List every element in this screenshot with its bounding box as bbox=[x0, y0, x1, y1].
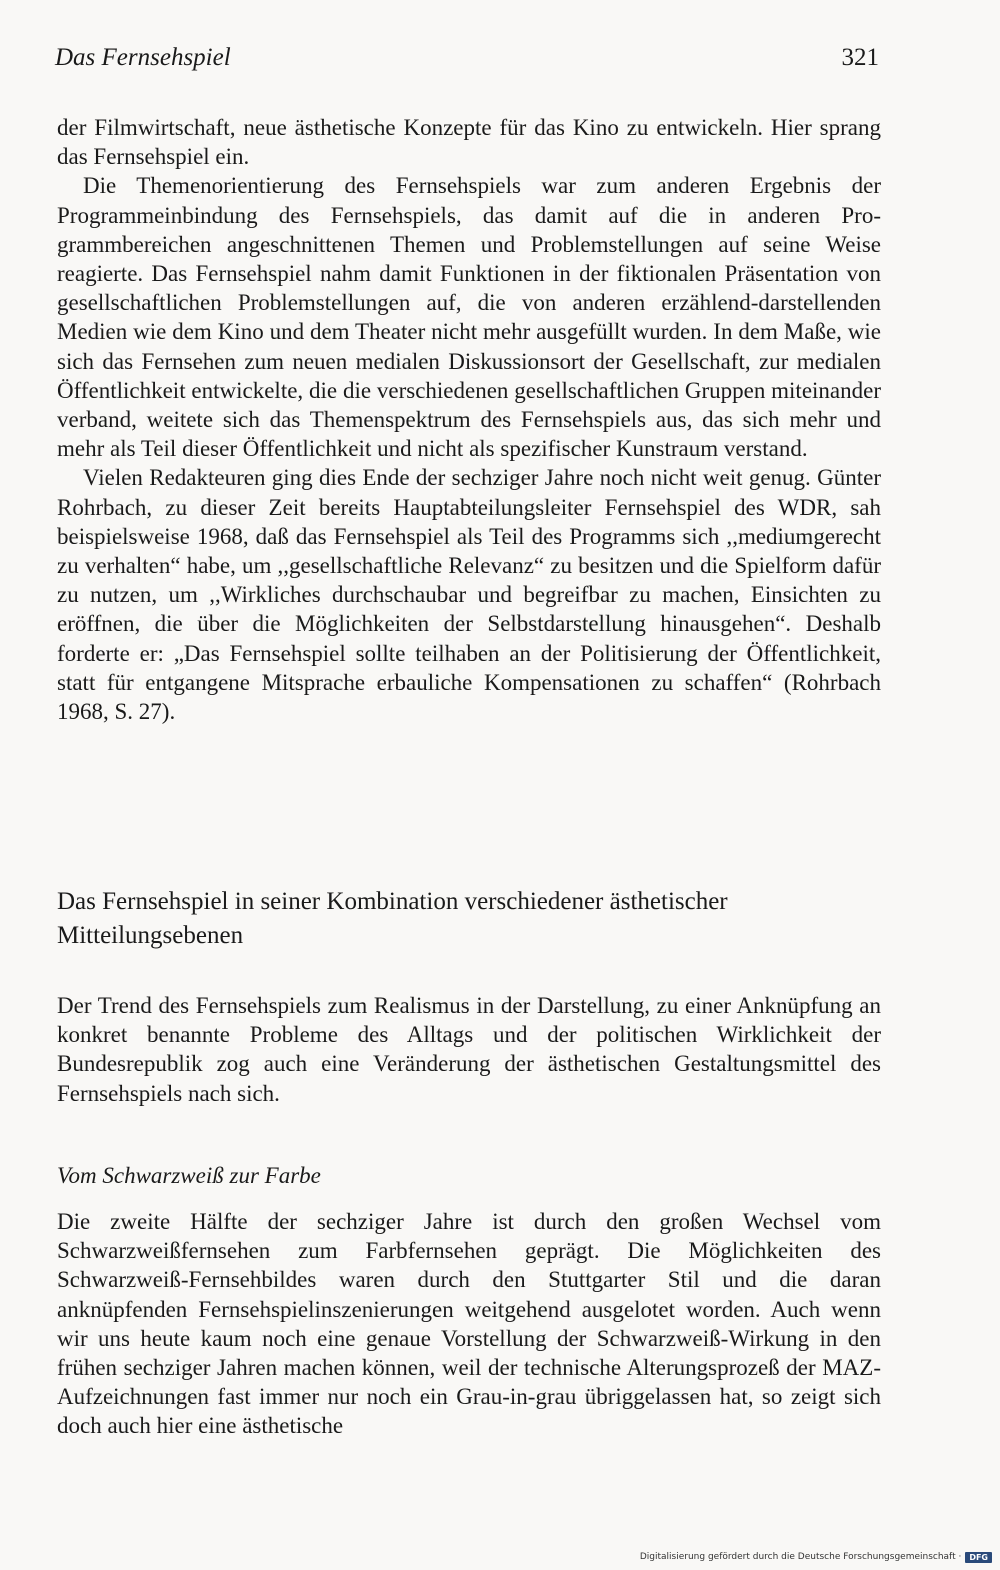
digitization-footer bbox=[640, 1550, 992, 1564]
body-text-subsection bbox=[57, 1207, 881, 1441]
paragraph-redakteure: Vielen Redakteuren ging dies Ende der sechziger Jahre noch nicht weit genug. Günter Rohrbach, zu dieser Zeit bereits Hauptabteilungsleiter Fernsehspiel des WDR, sah beispielsweise 1968, daß das Fernsehspiel als Teil des Programms sich ,,mediumgerecht zu verhalten“ habe, um ,,gesellschaftliche Relevanz“ zu besitzen und die Spielform dafür zu nutzen, um ,,Wirkliches durchschaubar und begreifbar zu machen, Einsichten zu eröffnen, die über die Möglichkeiten der Selbstdarstellung hinausgehen“. Deshalb forderte er: „Das Fernsehspiel sollte teilhaben an der Politisierung der Öffentlichkeit, statt für entgangene Mitsprache erbauliche Kompensationen zu schaffen“ (Rohrbach 1968, S. 27). bbox=[57, 465, 881, 725]
paragraph-farbe: Die zweite Hälfte der sechziger Jahre ist durch den großen Wechsel vom Schwarzweißfernsehen zum Farbfernsehen geprägt. Die Möglichkeiten des Schwarzweiß-Fernsehbildes waren durch den Stuttgarter Stil und die daran anknüpfenden Fernsehspielinszenierungen weitgehend ausgelotet worden. Auch wenn wir uns heute kaum noch eine genaue Vorstellung der Schwarzweiß-Wirkung in den frühen sechziger Jahren machen können, weil der technische Alterungsprozeß der MAZ-Aufzeichnungen fast immer nur noch ein Grau-in-grau übriggelassen hat, so zeigt sich doch auch hier eine ästhetische bbox=[57, 1209, 881, 1439]
footer-text: Digitalisierung gefördert durch die Deutsche Forschungsgemeinschaft · bbox=[639, 1552, 962, 1562]
paragraph-continuation: der Filmwirtschaft, neue ästhetische Konzepte für das Kino zu entwickeln. Hier sprang das Fernsehspiel ein. bbox=[57, 115, 881, 170]
paragraph-themenorientierung: Die Themenorientierung des Fernsehspiels war zum anderen Ergebnis der Programmeinbindung des Fernsehspiels, das damit auf die in anderen Programmbereichen angeschnittenen Themen und Problemstellungen auf seine Weise reagierte. Das Fernsehspiel nahm damit Funktionen in der fiktionalen Präsentation von gesellschaftlichen Problemstellungen auf, die von anderen erzählend-darstellenden Medien wie dem Kino und dem Theater nicht mehr ausgefüllt wurden. In dem Maße, wie sich das Fernsehen zum neuen medialen Diskussionsort der Gesellschaft, zur medialen Öffentlichkeit entwickelte, die die verschiedenen gesellschaftlichen Gruppen miteinander verband, weitete sich das Themenspektrum des Fernsehspiels aus, das sich mehr und mehr als Teil dieser Öffentlichkeit und nicht als spezifischer Kunstraum verstand. bbox=[57, 173, 881, 462]
body-text-section bbox=[57, 991, 881, 1108]
running-title: Das Fernsehspiel bbox=[55, 44, 231, 71]
running-head bbox=[55, 42, 879, 78]
subsection-heading: Vom Schwarzweiß zur Farbe bbox=[57, 1163, 321, 1188]
page-number: 321 bbox=[841, 44, 879, 71]
body-text-top bbox=[57, 113, 881, 726]
dfg-logo-icon: DFG bbox=[965, 1552, 992, 1563]
paragraph-trend: Der Trend des Fernsehspiels zum Realismus in der Darstellung, zu einer Anknüpfung an konkret benannte Probleme des Alltags und der politischen Wirklichkeit der Bundesrepublik zog auch eine Veränderung der ästhetischen Gestaltungsmittel des Fernsehspiels nach sich. bbox=[57, 993, 881, 1106]
section-heading: Das Fernsehspiel in seiner Kombination verschiedener ästhetischer Mitteilungsebenen bbox=[57, 888, 728, 949]
